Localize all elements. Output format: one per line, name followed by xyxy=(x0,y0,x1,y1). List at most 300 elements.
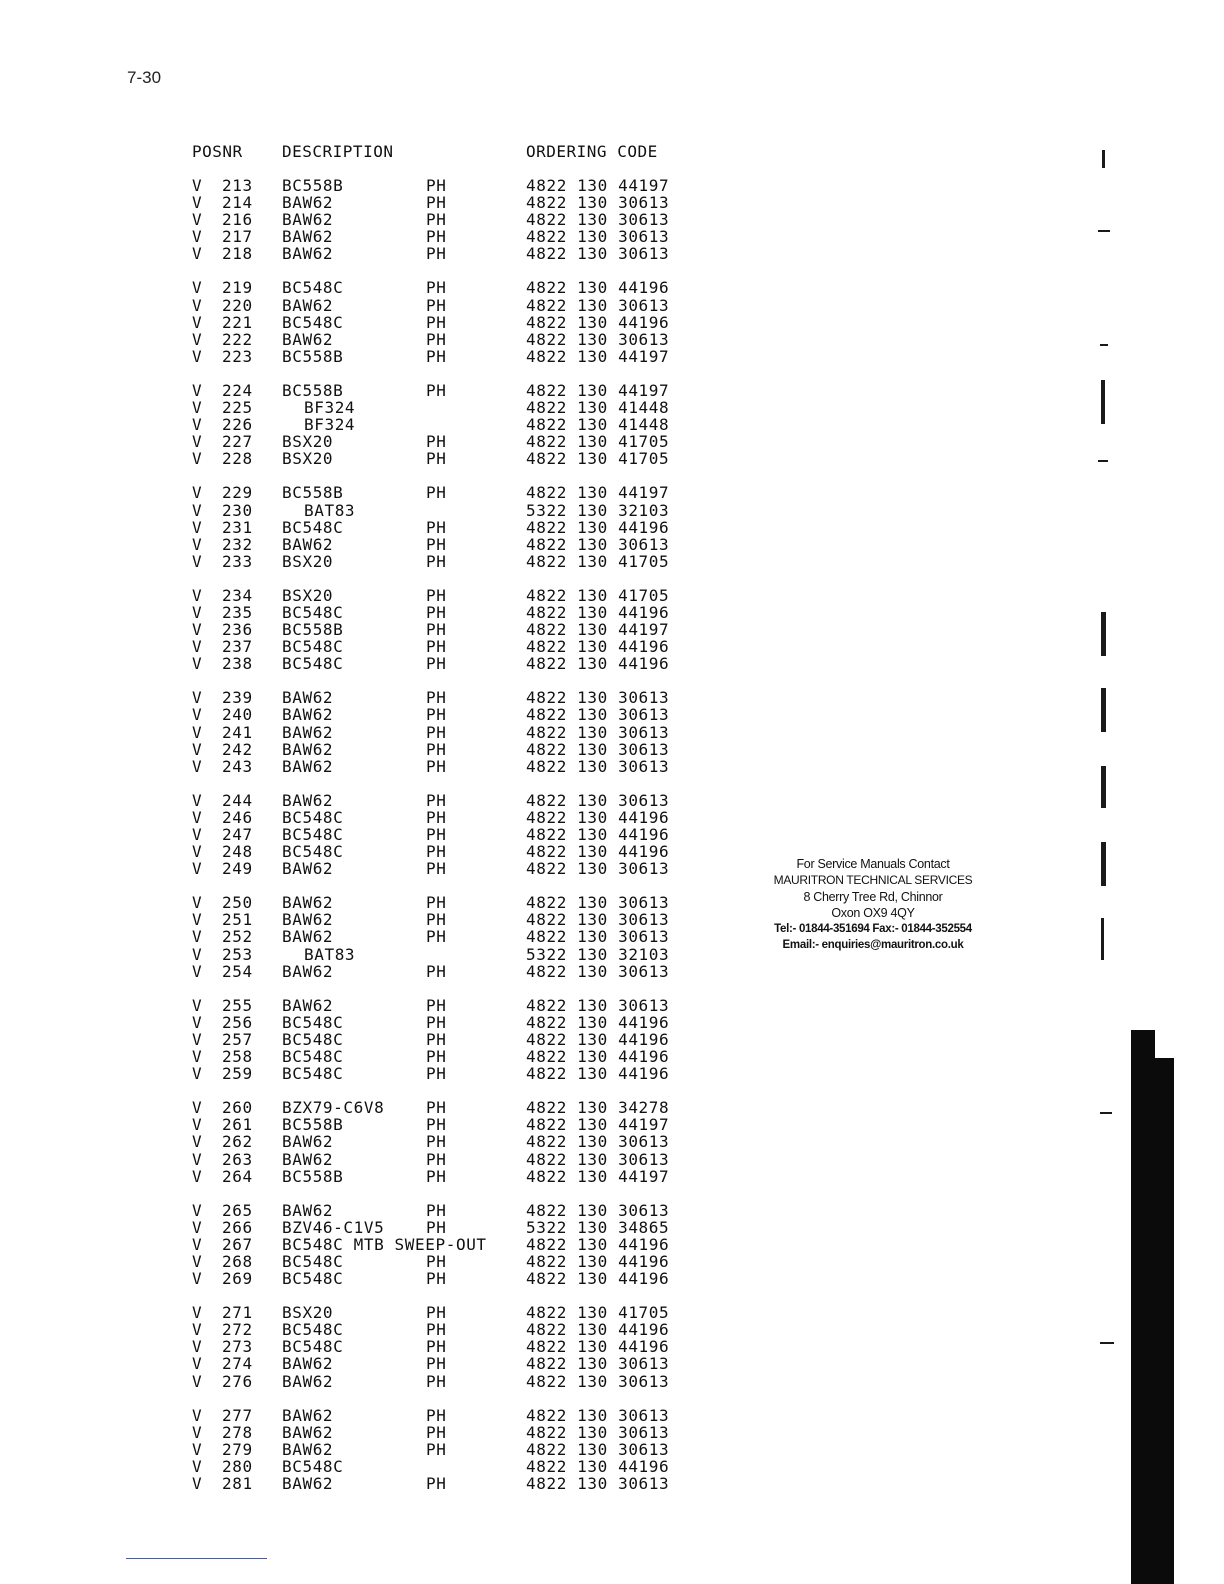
cell-ordering-code: 4822 130 41705 xyxy=(526,1303,670,1323)
cell-ordering-code: 4822 130 30613 xyxy=(526,1439,670,1459)
cell-type: V xyxy=(192,517,203,537)
cell-description: BAW62 xyxy=(282,705,334,725)
cell-type: V xyxy=(192,534,203,554)
cell-type: V xyxy=(192,176,203,195)
table-row xyxy=(192,1151,752,1168)
scan-mark xyxy=(1101,842,1106,886)
cell-ordering-code: 4822 130 30613 xyxy=(526,739,670,759)
table-row xyxy=(192,809,752,826)
cell-ordering-code: 4822 130 44196 xyxy=(526,1251,670,1271)
cell-position-number: 242 xyxy=(222,739,253,759)
cell-type: V xyxy=(192,1439,203,1459)
cell-manufacturer: PH xyxy=(426,1337,447,1357)
cell-position-number: 219 xyxy=(222,278,253,298)
cell-type: V xyxy=(192,585,203,605)
cell-type: V xyxy=(192,1149,203,1169)
cell-description: BC548C xyxy=(282,1337,344,1357)
table-row xyxy=(192,1475,752,1492)
table-row xyxy=(192,1048,752,1065)
parts-group xyxy=(192,587,752,672)
cell-ordering-code: 4822 130 30613 xyxy=(526,210,670,230)
cell-position-number: 243 xyxy=(222,756,253,776)
table-row xyxy=(192,792,752,809)
cell-type: V xyxy=(192,705,203,725)
table-row xyxy=(192,484,752,501)
cell-description: BC548C MTB SWEEP-OUT xyxy=(282,1234,487,1254)
cell-position-number: 256 xyxy=(222,1012,253,1032)
cell-position-number: 259 xyxy=(222,1064,253,1084)
contact-address-street: 8 Cherry Tree Rd, Chinnor xyxy=(803,889,943,904)
cell-description: BAW62 xyxy=(282,1132,334,1152)
cell-manufacturer: PH xyxy=(426,517,447,537)
cell-description: BAW62 xyxy=(282,859,334,879)
cell-type: V xyxy=(192,995,203,1015)
table-row xyxy=(192,314,752,331)
cell-position-number: 257 xyxy=(222,1029,253,1049)
cell-type: V xyxy=(192,244,203,264)
cell-ordering-code: 5322 130 34865 xyxy=(526,1217,670,1237)
parts-group xyxy=(192,689,752,774)
table-row xyxy=(192,194,752,211)
cell-manufacturer: PH xyxy=(426,961,447,981)
cell-description: BAW62 xyxy=(282,1371,334,1391)
cell-manufacturer: PH xyxy=(426,1320,447,1340)
cell-manufacturer: PH xyxy=(426,1098,447,1118)
cell-manufacturer: PH xyxy=(426,1439,447,1459)
cell-type: V xyxy=(192,654,203,674)
cell-position-number: 271 xyxy=(222,1303,253,1323)
cell-type: V xyxy=(192,312,203,332)
cell-type: V xyxy=(192,910,203,930)
table-row xyxy=(192,638,752,655)
cell-description: BAW62 xyxy=(282,534,334,554)
table-row xyxy=(192,758,752,775)
cell-position-number: 224 xyxy=(222,380,253,400)
cell-ordering-code: 4822 130 41705 xyxy=(526,432,670,452)
parts-group xyxy=(192,792,752,877)
contact-phone-fax: Tel:- 01844-351694 Fax:- 01844-352554 xyxy=(774,923,972,936)
table-row xyxy=(192,963,752,980)
table-row xyxy=(192,1407,752,1424)
cell-type: V xyxy=(192,483,203,503)
cell-description: BC548C xyxy=(282,842,344,862)
cell-type: V xyxy=(192,329,203,349)
cell-description: BAW62 xyxy=(282,193,334,213)
table-row xyxy=(192,1133,752,1150)
cell-description: BC548C xyxy=(282,1064,344,1084)
cell-position-number: 223 xyxy=(222,346,253,366)
cell-position-number: 251 xyxy=(222,910,253,930)
cell-ordering-code: 4822 130 30613 xyxy=(526,859,670,879)
cell-position-number: 238 xyxy=(222,654,253,674)
cell-description: BAW62 xyxy=(282,1422,334,1442)
table-row xyxy=(192,706,752,723)
cell-type: V xyxy=(192,790,203,810)
cell-description: BAW62 xyxy=(282,688,334,708)
table-row xyxy=(192,860,752,877)
table-row xyxy=(192,1014,752,1031)
cell-manufacturer: PH xyxy=(426,1474,447,1493)
cell-description: BAW62 xyxy=(282,295,334,315)
cell-type: V xyxy=(192,1012,203,1032)
cell-description: BC558B xyxy=(282,483,344,503)
cell-description: BSX20 xyxy=(282,585,334,605)
parts-group xyxy=(192,1304,752,1389)
cell-manufacturer: PH xyxy=(426,1405,447,1425)
cell-description: BF324 xyxy=(304,415,356,435)
table-row xyxy=(192,894,752,911)
header-description: DESCRIPTION xyxy=(282,142,394,161)
scan-mark xyxy=(1102,150,1105,168)
cell-ordering-code: 4822 130 30613 xyxy=(526,295,670,315)
cell-description: BAW62 xyxy=(282,244,334,264)
table-row xyxy=(192,741,752,758)
scan-mark xyxy=(1101,918,1104,960)
cell-position-number: 277 xyxy=(222,1405,253,1425)
cell-manufacturer: PH xyxy=(426,637,447,657)
cell-ordering-code: 4822 130 30613 xyxy=(526,790,670,810)
cell-ordering-code: 4822 130 30613 xyxy=(526,995,670,1015)
cell-ordering-code: 4822 130 30613 xyxy=(526,1371,670,1391)
cell-type: V xyxy=(192,842,203,862)
cell-position-number: 274 xyxy=(222,1354,253,1374)
cell-position-number: 236 xyxy=(222,620,253,640)
parts-list xyxy=(192,177,752,1509)
cell-type: V xyxy=(192,1422,203,1442)
cell-position-number: 217 xyxy=(222,227,253,247)
cell-type: V xyxy=(192,398,203,418)
cell-manufacturer: PH xyxy=(426,927,447,947)
cell-ordering-code: 4822 130 30613 xyxy=(526,910,670,930)
cell-ordering-code: 4822 130 30613 xyxy=(526,534,670,554)
cell-ordering-code: 4822 130 30613 xyxy=(526,756,670,776)
parts-group xyxy=(192,1202,752,1287)
cell-position-number: 248 xyxy=(222,842,253,862)
cell-description: BAW62 xyxy=(282,1149,334,1169)
cell-type: V xyxy=(192,1064,203,1084)
cell-position-number: 218 xyxy=(222,244,253,264)
scan-mark xyxy=(1101,766,1106,808)
cell-description: BAW62 xyxy=(282,927,334,947)
cell-type: V xyxy=(192,500,203,520)
cell-position-number: 249 xyxy=(222,859,253,879)
table-row xyxy=(192,1304,752,1321)
binding-edge-notch xyxy=(1155,1030,1174,1058)
table-row xyxy=(192,553,752,570)
cell-description: BAW62 xyxy=(282,756,334,776)
cell-description: BSX20 xyxy=(282,432,334,452)
cell-ordering-code: 4822 130 30613 xyxy=(526,244,670,264)
table-row xyxy=(192,297,752,314)
cell-manufacturer: PH xyxy=(426,910,447,930)
cell-position-number: 244 xyxy=(222,790,253,810)
cell-position-number: 225 xyxy=(222,398,253,418)
cell-position-number: 214 xyxy=(222,193,253,213)
table-row xyxy=(192,604,752,621)
table-row xyxy=(192,536,752,553)
cell-ordering-code: 4822 130 44196 xyxy=(526,1064,670,1084)
table-row xyxy=(192,1338,752,1355)
cell-position-number: 276 xyxy=(222,1371,253,1391)
cell-description: BC558B xyxy=(282,1115,344,1135)
table-row xyxy=(192,177,752,194)
cell-type: V xyxy=(192,227,203,247)
binding-edge-bar xyxy=(1131,1030,1174,1584)
cell-ordering-code: 4822 130 30613 xyxy=(526,893,670,913)
table-row xyxy=(192,433,752,450)
table-row xyxy=(192,1099,752,1116)
cell-position-number: 272 xyxy=(222,1320,253,1340)
table-row xyxy=(192,348,752,365)
cell-description: BAW62 xyxy=(282,1474,334,1493)
table-row xyxy=(192,1270,752,1287)
cell-position-number: 233 xyxy=(222,551,253,571)
cell-ordering-code: 4822 130 34278 xyxy=(526,1098,670,1118)
cell-ordering-code: 4822 130 44196 xyxy=(526,1456,670,1476)
cell-ordering-code: 4822 130 41705 xyxy=(526,585,670,605)
cell-ordering-code: 4822 130 44196 xyxy=(526,1320,670,1340)
cell-ordering-code: 4822 130 44197 xyxy=(526,346,670,366)
scan-mark xyxy=(1101,380,1105,424)
scan-edge-marks xyxy=(1090,0,1130,1584)
cell-description: BC548C xyxy=(282,1047,344,1067)
table-row xyxy=(192,399,752,416)
cell-manufacturer: PH xyxy=(426,1132,447,1152)
table-row xyxy=(192,928,752,945)
table-row xyxy=(192,997,752,1014)
cell-description: BAW62 xyxy=(282,739,334,759)
cell-manufacturer: PH xyxy=(426,1269,447,1289)
cell-position-number: 280 xyxy=(222,1456,253,1476)
cell-description: BAT83 xyxy=(304,500,356,520)
cell-manufacturer: PH xyxy=(426,534,447,554)
table-row xyxy=(192,1031,752,1048)
scan-mark xyxy=(1101,612,1106,656)
cell-manufacturer: PH xyxy=(426,807,447,827)
cell-description: BF324 xyxy=(304,398,356,418)
cell-description: BAW62 xyxy=(282,1439,334,1459)
cell-manufacturer: PH xyxy=(426,1149,447,1169)
cell-type: V xyxy=(192,1303,203,1323)
cell-description: BAW62 xyxy=(282,893,334,913)
cell-description: BC548C xyxy=(282,654,344,674)
cell-position-number: 221 xyxy=(222,312,253,332)
cell-type: V xyxy=(192,722,203,742)
cell-type: V xyxy=(192,1405,203,1425)
cell-manufacturer: PH xyxy=(426,483,447,503)
cell-position-number: 246 xyxy=(222,807,253,827)
cell-ordering-code: 4822 130 41448 xyxy=(526,415,670,435)
cell-type: V xyxy=(192,432,203,452)
cell-type: V xyxy=(192,380,203,400)
cell-position-number: 268 xyxy=(222,1251,253,1271)
cell-ordering-code: 4822 130 44196 xyxy=(526,1337,670,1357)
cell-manufacturer: PH xyxy=(426,620,447,640)
cell-ordering-code: 4822 130 44197 xyxy=(526,176,670,195)
table-row xyxy=(192,1168,752,1185)
scan-mark xyxy=(1098,230,1110,232)
cell-manufacturer: PH xyxy=(426,1217,447,1237)
table-row xyxy=(192,245,752,262)
table-row xyxy=(192,502,752,519)
cell-description: BAW62 xyxy=(282,329,334,349)
cell-position-number: 228 xyxy=(222,449,253,469)
table-row xyxy=(192,331,752,348)
cell-position-number: 260 xyxy=(222,1098,253,1118)
cell-position-number: 220 xyxy=(222,295,253,315)
cell-manufacturer: PH xyxy=(426,1047,447,1067)
cell-position-number: 250 xyxy=(222,893,253,913)
contact-company: MAURITRON TECHNICAL SERVICES xyxy=(773,873,973,888)
cell-manufacturer: PH xyxy=(426,432,447,452)
table-row xyxy=(192,416,752,433)
cell-manufacturer: PH xyxy=(426,278,447,298)
cell-description: BC548C xyxy=(282,825,344,844)
cell-ordering-code: 5322 130 32103 xyxy=(526,500,670,520)
table-row xyxy=(192,382,752,399)
contact-email: Email:- enquiries@mauritron.co.uk xyxy=(782,939,964,952)
cell-description: BSX20 xyxy=(282,551,334,571)
cell-position-number: 255 xyxy=(222,995,253,1015)
cell-description: BC548C xyxy=(282,1029,344,1049)
cell-position-number: 262 xyxy=(222,1132,253,1152)
cell-ordering-code: 4822 130 44196 xyxy=(526,825,670,844)
cell-description: BAW62 xyxy=(282,790,334,810)
header-ordering-code: ORDERING CODE xyxy=(526,142,658,161)
cell-ordering-code: 4822 130 44196 xyxy=(526,1234,670,1254)
table-row xyxy=(192,621,752,638)
table-row xyxy=(192,1321,752,1338)
table-row xyxy=(192,689,752,706)
parts-group xyxy=(192,382,752,467)
parts-group xyxy=(192,177,752,262)
cell-manufacturer: PH xyxy=(426,602,447,622)
cell-position-number: 229 xyxy=(222,483,253,503)
cell-description: BC558B xyxy=(282,346,344,366)
cell-manufacturer: PH xyxy=(426,176,447,195)
table-row xyxy=(192,1355,752,1372)
contact-line-heading: For Service Manuals Contact xyxy=(796,857,950,871)
cell-position-number: 227 xyxy=(222,432,253,452)
cell-ordering-code: 4822 130 30613 xyxy=(526,961,670,981)
cell-ordering-code: 4822 130 44197 xyxy=(526,620,670,640)
cell-type: V xyxy=(192,927,203,947)
cell-manufacturer: PH xyxy=(426,1012,447,1032)
cell-manufacturer: PH xyxy=(426,1115,447,1135)
cell-position-number: 281 xyxy=(222,1474,253,1493)
cell-manufacturer: PH xyxy=(426,705,447,725)
cell-type: V xyxy=(192,1029,203,1049)
cell-position-number: 247 xyxy=(222,825,253,844)
cell-description: BC558B xyxy=(282,1166,344,1186)
cell-type: V xyxy=(192,1354,203,1374)
cell-position-number: 254 xyxy=(222,961,253,981)
cell-type: V xyxy=(192,1456,203,1476)
cell-description: BAW62 xyxy=(282,210,334,230)
cell-ordering-code: 4822 130 44196 xyxy=(526,654,670,674)
contact-address-town: Oxon OX9 4QY xyxy=(831,905,915,920)
cell-description: BC548C xyxy=(282,312,344,332)
cell-description: BAW62 xyxy=(282,1200,334,1220)
cell-description: BC548C xyxy=(282,1012,344,1032)
cell-manufacturer: PH xyxy=(426,1029,447,1049)
cell-description: BC558B xyxy=(282,620,344,640)
table-row xyxy=(192,1373,752,1390)
cell-ordering-code: 4822 130 44196 xyxy=(526,278,670,298)
cell-type: V xyxy=(192,278,203,298)
cell-ordering-code: 4822 130 30613 xyxy=(526,193,670,213)
cell-manufacturer: PH xyxy=(426,227,447,247)
table-row xyxy=(192,655,752,672)
cell-position-number: 273 xyxy=(222,1337,253,1357)
cell-manufacturer: PH xyxy=(426,995,447,1015)
cell-type: V xyxy=(192,1337,203,1357)
cell-position-number: 278 xyxy=(222,1422,253,1442)
cell-position-number: 264 xyxy=(222,1166,253,1186)
cell-type: V xyxy=(192,859,203,879)
cell-manufacturer: PH xyxy=(426,790,447,810)
cell-ordering-code: 4822 130 30613 xyxy=(526,705,670,725)
parts-group xyxy=(192,1099,752,1184)
cell-ordering-code: 4822 130 30613 xyxy=(526,227,670,247)
cell-description: BSX20 xyxy=(282,1303,334,1323)
cell-ordering-code: 4822 130 44197 xyxy=(526,1115,670,1135)
cell-manufacturer: PH xyxy=(426,312,447,332)
cell-ordering-code: 4822 130 30613 xyxy=(526,1474,670,1493)
header-posnr: POSNR xyxy=(192,142,243,161)
cell-position-number: 222 xyxy=(222,329,253,349)
cell-ordering-code: 4822 130 44196 xyxy=(526,842,670,862)
cell-manufacturer: PH xyxy=(426,295,447,315)
cell-manufacturer: PH xyxy=(426,193,447,213)
cell-ordering-code: 4822 130 30613 xyxy=(526,329,670,349)
table-row xyxy=(192,1065,752,1082)
cell-description: BZV46-C1V5 xyxy=(282,1217,385,1237)
table-row xyxy=(192,587,752,604)
table-row xyxy=(192,450,752,467)
cell-type: V xyxy=(192,1474,203,1493)
cell-type: V xyxy=(192,637,203,657)
cell-manufacturer: PH xyxy=(426,244,447,264)
table-row xyxy=(192,1116,752,1133)
cell-ordering-code: 4822 130 41705 xyxy=(526,449,670,469)
table-row xyxy=(192,211,752,228)
cell-position-number: 226 xyxy=(222,415,253,435)
cell-type: V xyxy=(192,193,203,213)
cell-type: V xyxy=(192,602,203,622)
cell-ordering-code: 4822 130 44196 xyxy=(526,1047,670,1067)
table-row xyxy=(192,911,752,928)
cell-position-number: 269 xyxy=(222,1269,253,1289)
cell-manufacturer: PH xyxy=(426,1354,447,1374)
cell-type: V xyxy=(192,1115,203,1135)
cell-manufacturer: PH xyxy=(426,449,447,469)
cell-description: BAW62 xyxy=(282,722,334,742)
table-row xyxy=(192,1424,752,1441)
cell-type: V xyxy=(192,825,203,844)
cell-type: V xyxy=(192,1234,203,1254)
cell-ordering-code: 4822 130 30613 xyxy=(526,1200,670,1220)
cell-description: BSX20 xyxy=(282,449,334,469)
cell-position-number: 216 xyxy=(222,210,253,230)
cell-position-number: 230 xyxy=(222,500,253,520)
table-row xyxy=(192,519,752,536)
cell-type: V xyxy=(192,551,203,571)
table-row xyxy=(192,1441,752,1458)
cell-ordering-code: 4822 130 44196 xyxy=(526,807,670,827)
cell-ordering-code: 4822 130 44196 xyxy=(526,637,670,657)
cell-ordering-code: 4822 130 41448 xyxy=(526,398,670,418)
